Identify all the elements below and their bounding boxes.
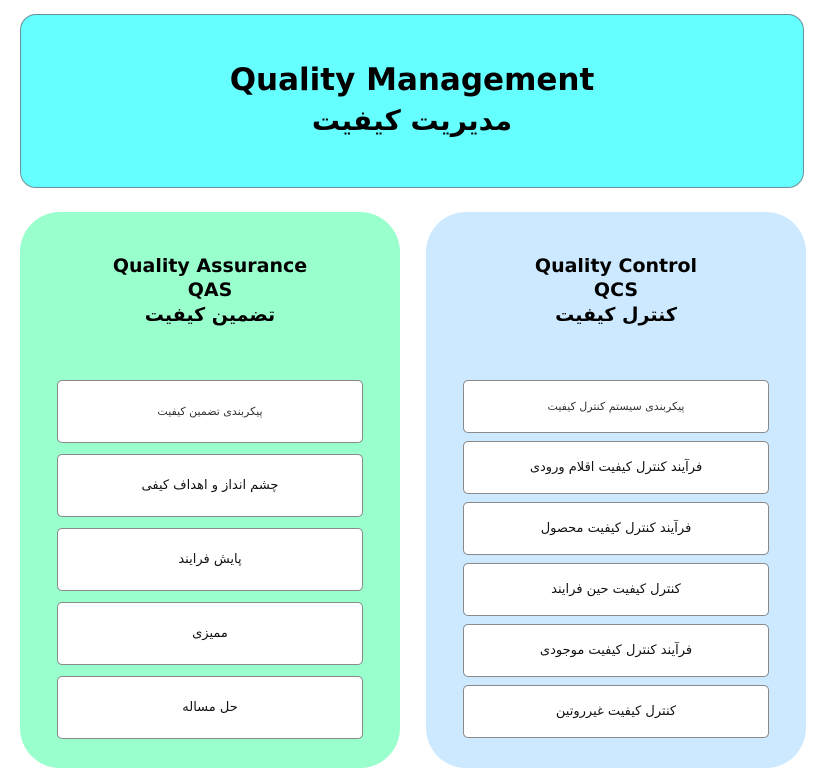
qc-item-non-routine[interactable]: کنترل کیفیت غیرروتین [463, 685, 769, 738]
quality-assurance-panel [20, 212, 400, 768]
qa-abbr: QAS [187, 279, 233, 301]
qa-item-list [57, 380, 363, 750]
qc-abbr: QCS [593, 279, 639, 301]
qa-title-fa: تضمین کیفیت [144, 304, 276, 326]
header-title-en: Quality Management [229, 62, 595, 98]
qa-item-process-monitoring[interactable]: پایش فرایند [57, 528, 363, 591]
qa-item-vision-goals[interactable]: چشم انداز و اهداف کیفی [57, 454, 363, 517]
qc-item-system-configuration[interactable]: پیکربندی سیستم کنترل کیفیت [463, 380, 769, 433]
qc-title-fa: کنترل کیفیت [555, 304, 677, 326]
qc-item-in-process[interactable]: کنترل کیفیت حین فرایند [463, 563, 769, 616]
qa-panel-title [20, 254, 400, 328]
qc-item-product[interactable]: فرآیند کنترل کیفیت محصول [463, 502, 769, 555]
qa-item-audit[interactable]: ممیزی [57, 602, 363, 665]
header-title-fa: مدیریت کیفیت [311, 104, 513, 137]
qc-panel-title [426, 254, 806, 328]
qa-item-configuration[interactable]: پیکربندی تضمین کیفیت [57, 380, 363, 443]
qc-item-incoming-materials[interactable]: فرآیند کنترل کیفیت اقلام ورودی [463, 441, 769, 494]
qa-title-en: Quality Assurance [112, 255, 308, 277]
qc-item-inventory[interactable]: فرآیند کنترل کیفیت موجودی [463, 624, 769, 677]
qa-item-problem-solving[interactable]: حل مساله [57, 676, 363, 739]
quality-management-box [20, 14, 804, 188]
quality-control-panel [426, 212, 806, 768]
qc-title-en: Quality Control [534, 255, 698, 277]
qc-item-list [463, 380, 769, 746]
